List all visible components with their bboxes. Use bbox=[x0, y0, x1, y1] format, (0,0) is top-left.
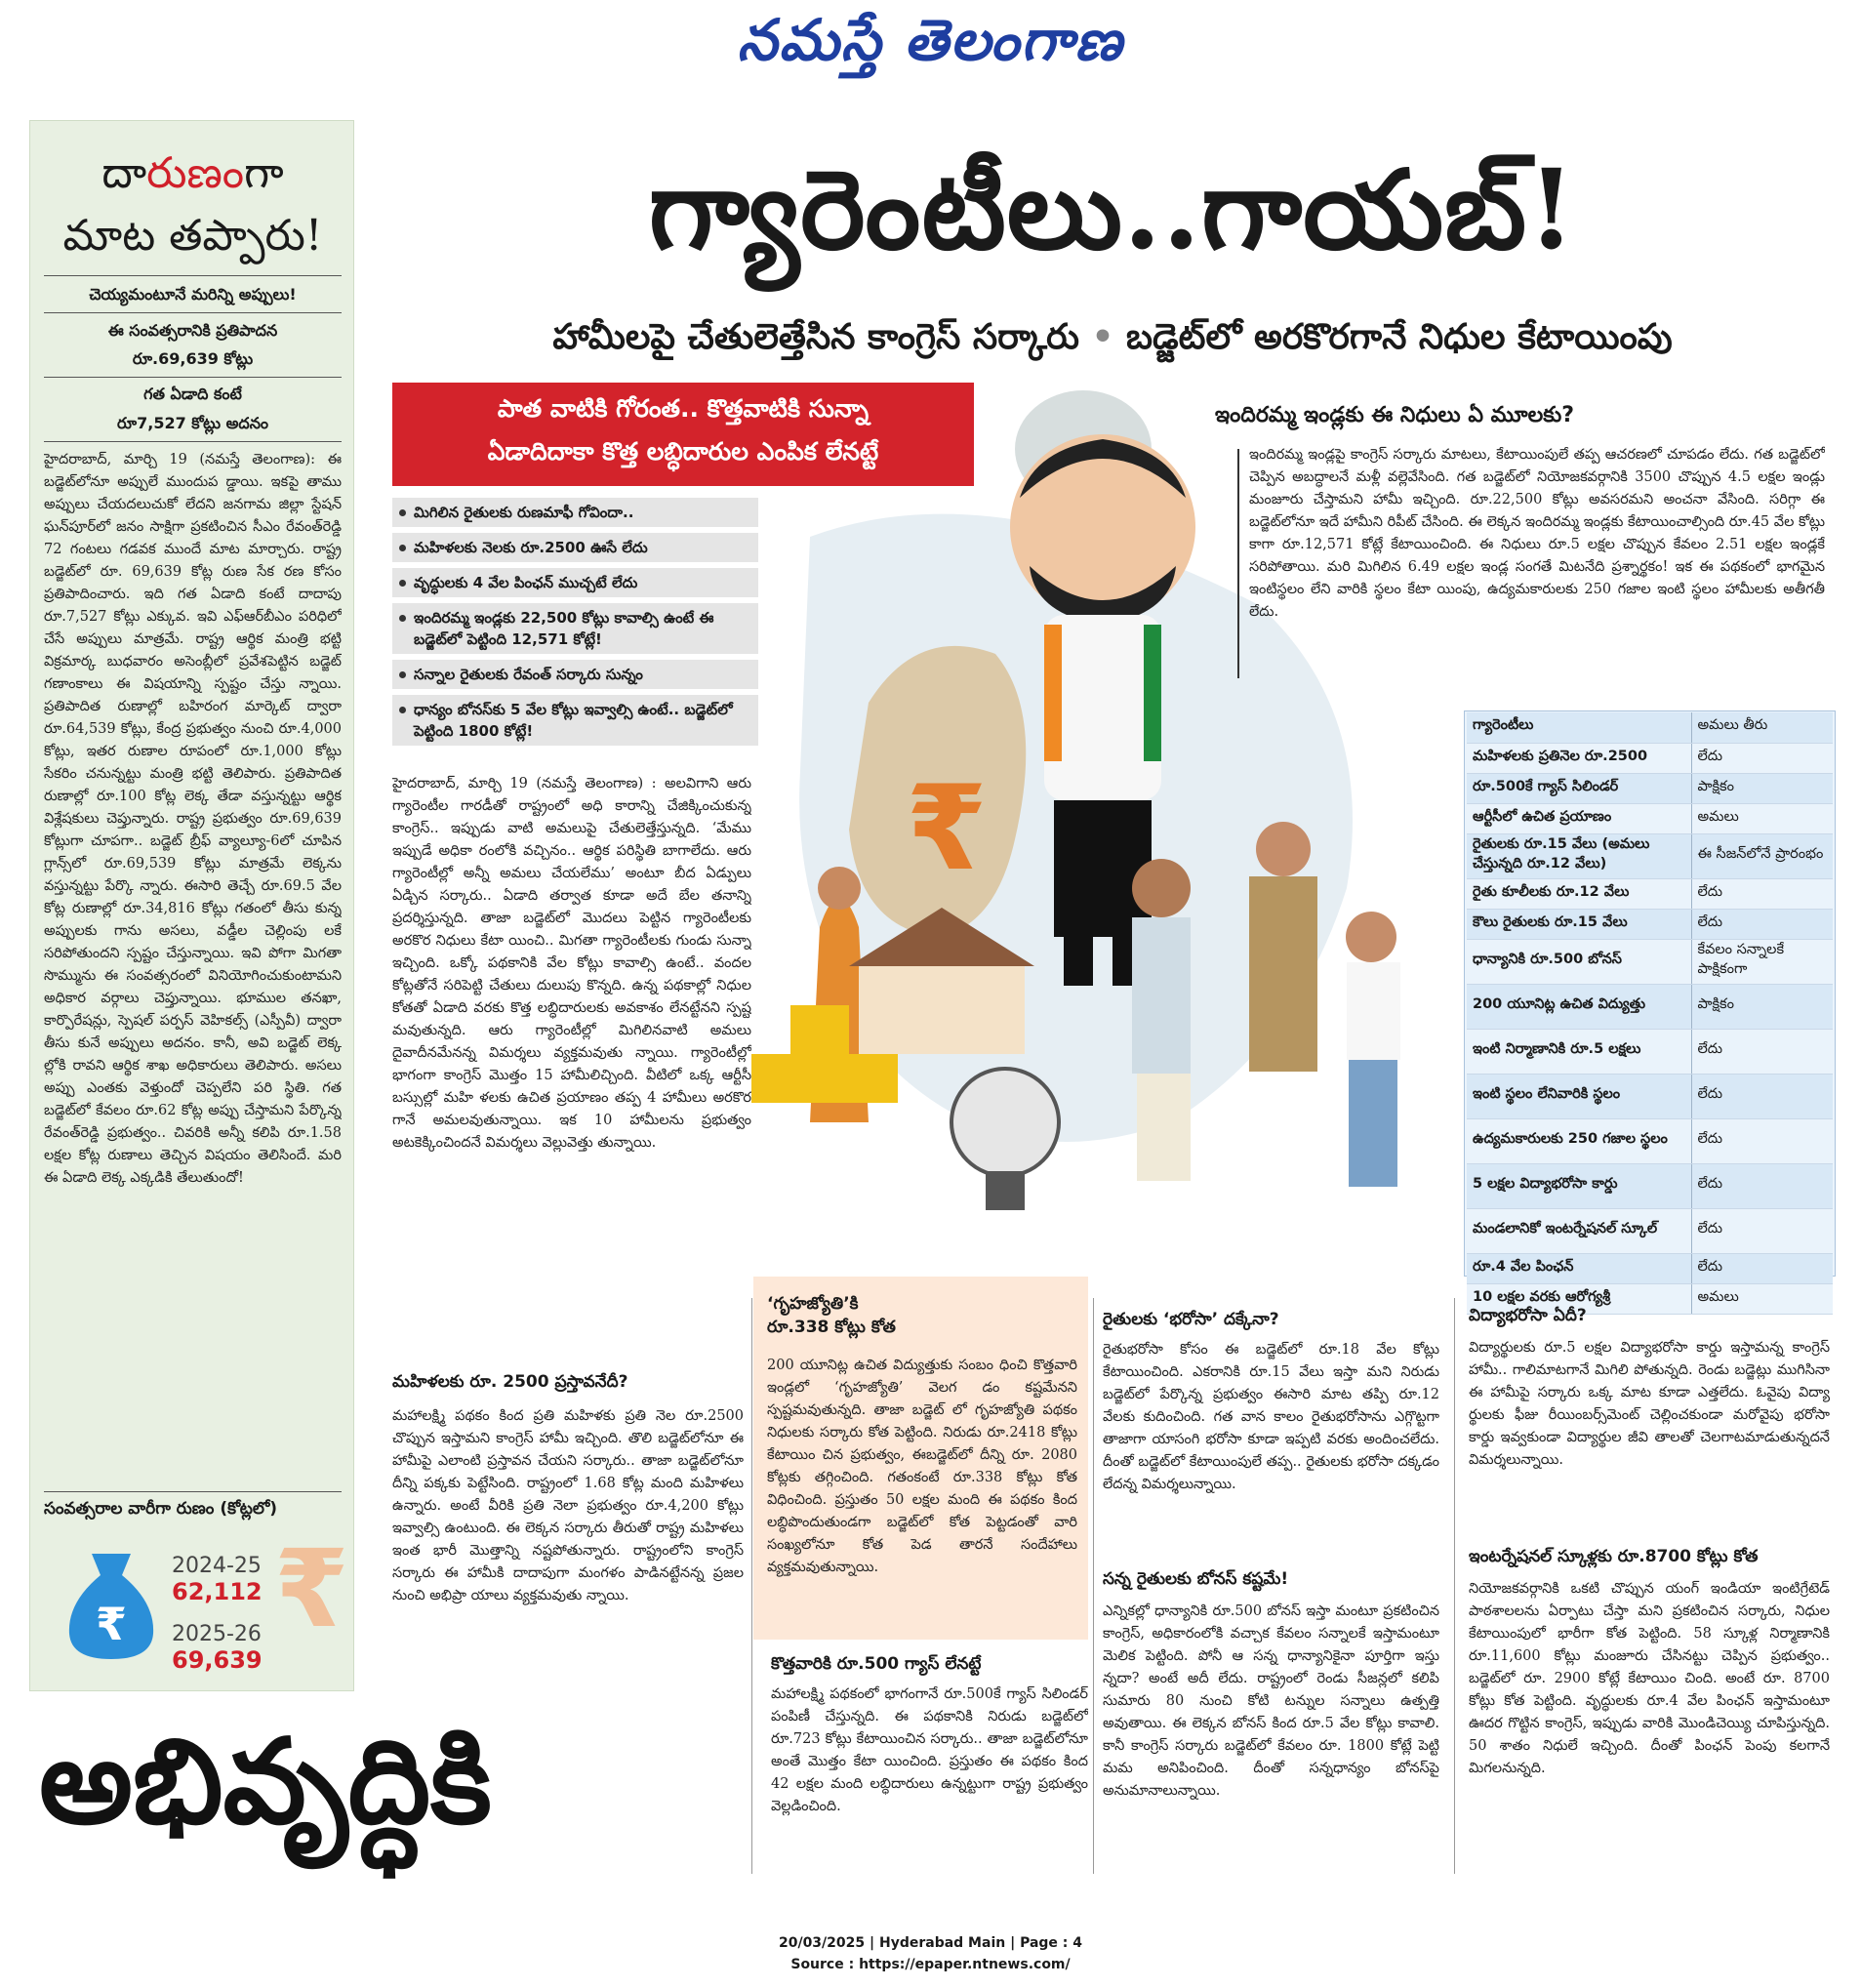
footer-source-link[interactable]: Source : https://epaper.ntnews.com/ bbox=[790, 1957, 1071, 1972]
table-cell-guarantee: 5 లక్షల విద్యాభరోసా కార్డు bbox=[1467, 1163, 1691, 1208]
table-cell-status: లేదు bbox=[1691, 878, 1833, 909]
table-row bbox=[1467, 803, 1833, 833]
table-row bbox=[1467, 1074, 1833, 1118]
left-title-part: గా bbox=[244, 148, 284, 198]
column-divider bbox=[1093, 1298, 1094, 1874]
moneybag-icon bbox=[58, 1544, 165, 1663]
table-cell-status: పాక్షికం bbox=[1691, 773, 1833, 803]
table-cell-status: లేదు bbox=[1691, 1118, 1833, 1163]
gas-heading: కొత్తవారికి రూ.500 గ్యాస్ లేనట్టే bbox=[771, 1654, 982, 1674]
table-cell-status: లేదు bbox=[1691, 1208, 1833, 1253]
main-article-body: హైదరాబాద్, మార్చి 19 (నమస్తే తెలంగాణ) : అలవిగాని ఆరు గ్యారెంటీల గారడీతో రాష్ట్రంలో అధి కారాన్ని చేజిక్కించుకున్న కాంగ్రెస్.. ఇప్పుడు వాటి అమలుపై చేతులెత్తేస్తున్నది. ‘మేము ఇప్పుడే అధికా రంలోకి వచ్చినం.. ఆర్థిక పరిస్థితి బాగాలేదు. ఆరు గ్యారెంటీల్లో అన్నీ అమలు చేయలేము’ అంటూ బీద ఏడ్పులు ఏడ్చిన సర్కారు.. ఏడాది తర్వాత కూడా అదే బేల తనాన్ని ప్రదర్శిస్తున్నది. తాజా బడ్జెట్‌లో మొదలు పెట్టిన గ్యారెంటీలకు అరకొర నిధులు కేటా యించి.. మిగతా గ్యారెంటీలకు గుండు సున్నా ఇచ్చింది. ఒక్కో పథకానికి వేల కోట్లు కావాల్సి ఉంటే.. వందల కోట్లతోనే సరిపెట్టి చేతులు దులుపు కొన్నది. ఉన్న పథకాల్లో నిధుల కోతతో ఏడాది వరకు కొత్త లబ్ధిదారులకు అవకాశం లేనట్టేనని స్పష్ట మవుతున్నది. ఆరు గ్యారెంటీల్లో మిగిలినవాటి అమలు దైవాదీనమేనన్న విమర్శలు వ్యక్తమవుతు న్నాయి. గ్యారెంటీల్లో భాగంగా కాంగ్రెస్ మొత్తం 15 హామీలిచ్చింది. వీటిలో ఒక్క ఆర్టీసీ బస్సుల్లో మహి ళలకు ఉచిత ప్రయాణం తప్ప 4 హామీలు అరకొర గానే అమలవుతున్నాయి. ఇక 10 హామీలను ప్రభుత్వం అటకెక్కించిందనే విమర్శలు వెల్లువెత్తు తున్నాయి. bbox=[392, 776, 751, 1151]
headline: గ్యారెంటీలు..గాయబ్! bbox=[648, 146, 1577, 274]
table-cell-status: అమలు తీరు bbox=[1691, 712, 1833, 743]
chart-row-2025 bbox=[172, 1622, 263, 1674]
masthead bbox=[0, 8, 1861, 86]
left-title-line2: మాట తప్పారు! bbox=[62, 211, 323, 261]
divider bbox=[44, 1491, 342, 1492]
school-heading: ఇంటర్నేషనల్ స్కూళ్లకు రూ.8700 కోట్లు కోత bbox=[1469, 1547, 1759, 1566]
table-cell-guarantee: కౌలు రైతులకు రూ.15 వేలు bbox=[1467, 909, 1691, 939]
bottom-banner: అభివృద్ధికి bbox=[39, 1713, 492, 1850]
gruha-heading-1: ‘గృహజ్యోతి’కి bbox=[767, 1294, 859, 1314]
table-cell-status: లేదు bbox=[1691, 909, 1833, 939]
table-header-row bbox=[1467, 712, 1833, 743]
bullet-list bbox=[392, 498, 758, 751]
chart-value-label: 69,639 bbox=[172, 1646, 263, 1674]
table-cell-status: లేదు bbox=[1691, 1163, 1833, 1208]
table-cell-guarantee: ఇంటి నిర్మాణానికి రూ.5 లక్షలు bbox=[1467, 1029, 1691, 1074]
table-cell-guarantee: రూ.4 వేల పింఛన్ bbox=[1467, 1253, 1691, 1283]
chart-value-label: 62,112 bbox=[172, 1578, 263, 1605]
table-row bbox=[1467, 878, 1833, 909]
bharosa-heading: రైతులకు ‘భరోసా’ దక్కేనా? bbox=[1103, 1310, 1279, 1329]
subheadline bbox=[410, 317, 1815, 366]
table-row bbox=[1467, 833, 1833, 878]
table-cell-status: పాక్షికం bbox=[1691, 984, 1833, 1029]
guarantee-table bbox=[1467, 712, 1833, 1315]
subhead-part-a: హామీలపై చేతులెత్తేసిన కాంగ్రెస్ సర్కారు bbox=[552, 317, 1079, 357]
divider bbox=[44, 441, 342, 442]
divider bbox=[44, 275, 342, 276]
chart-year-label: 2025-26 bbox=[172, 1622, 262, 1646]
chart-year-label: 2024-25 bbox=[172, 1554, 262, 1578]
left-sub-5: రూ7,527 కోట్లు అదనం bbox=[116, 414, 269, 432]
chart-row-2024 bbox=[172, 1554, 263, 1605]
bullet-item: మహిళలకు నెలకు రూ.2500 ఊసే లేదు bbox=[392, 533, 758, 562]
subhead-separator: • bbox=[1091, 317, 1114, 357]
left-title-part: దా bbox=[101, 148, 147, 198]
bonus-heading: సన్న రైతులకు బోనస్ కష్టమే! bbox=[1103, 1569, 1289, 1589]
chart-title: సంవత్సరాల వారీగా రుణం (కోట్లలో) bbox=[44, 1499, 278, 1519]
left-sub-1: చెయ్యమంటూనే మరిన్ని అప్పులు! bbox=[89, 285, 297, 304]
indiramma-heading: ఇందిరమ్మ ఇండ్లకు ఈ నిధులు ఏ మూలకు? bbox=[1215, 403, 1575, 427]
table-row bbox=[1467, 773, 1833, 803]
gruha-heading-2: రూ.338 కోట్లు కోత bbox=[767, 1318, 896, 1337]
table-cell-status: లేదు bbox=[1691, 743, 1833, 773]
table-cell-status: అమలు bbox=[1691, 803, 1833, 833]
column-divider bbox=[1454, 1298, 1455, 1874]
table-cell-guarantee: ఇంటి స్థలం లేనివారికి స్థలం bbox=[1467, 1074, 1691, 1118]
bonus-body: ఎన్నికల్లో ధాన్యానికి రూ.500 బోనస్ ఇస్తా మంటూ ప్రకటించిన కాంగ్రెస్, అధికారంలోకి వచ్చాక కేవలం సన్నాలకే ఇస్తామంటూ మెలిక పెట్టింది. పోనీ ఆ సన్న ధాన్యానికైనా పూర్తిగా ఇస్తు న్నదా? అంటే అదీ లేదు. రాష్ట్రంలో రెండు సీజన్లలో కలిపి సుమారు 80 నుంచి కోటి టన్నుల సన్నాలు ఉత్పత్తి అవుతాయి. ఈ లెక్కన బోనస్ కింద రూ.5 వేల కోట్లు కావాలి. కానీ కాంగ్రెస్ సర్కారు బడ్జెట్‌లో కేవలం రూ. 1800 కోట్లే పెట్టి మమ అనిపించింది. దీంతో సన్నధాన్యం బోనస్‌పై అనుమానాలున్నాయి. bbox=[1103, 1603, 1439, 1799]
women-heading: మహిళలకు రూ. 2500 ప్రస్తావనేదీ? bbox=[392, 1372, 628, 1392]
table-cell-guarantee: 200 యూనిట్ల ఉచిత విద్యుత్తు bbox=[1467, 984, 1691, 1029]
footer-date: 20/03/2025 | Hyderabad Main | Page : 4 bbox=[778, 1935, 1083, 1951]
left-sidebar-box bbox=[29, 120, 354, 1691]
vidya-heading: విద్యాభరోసా ఏదీ? bbox=[1469, 1306, 1587, 1325]
table-cell-status: లేదు bbox=[1691, 1074, 1833, 1118]
left-sub-4: గత ఏడాది కంటే bbox=[143, 385, 242, 403]
table-cell-status: ఈ సీజన్‌లోనే ప్రారంభం bbox=[1691, 833, 1833, 878]
table-row bbox=[1467, 743, 1833, 773]
vertical-rule bbox=[1237, 449, 1239, 678]
svg-text:₹: ₹ bbox=[95, 1598, 128, 1650]
table-row bbox=[1467, 1029, 1833, 1074]
subhead-part-b: బడ్జెట్‌లో అరకొరగానే నిధుల కేటాయింపు bbox=[1126, 317, 1673, 357]
table-cell-guarantee: మహిళలకు ప్రతినెల రూ.2500 bbox=[1467, 743, 1691, 773]
gas-body: మహాలక్ష్మి పథకంలో భాగంగానే రూ.500కే గ్యాస్ సిలిండర్ పంపిణీ చేస్తున్నది. ఈ పథకానికి నిరుడు బడ్జెట్‌లో రూ.723 కోట్లు కేటాయించిన సర్కారు.. తాజా బడ్జెట్‌లోనూ అంతే మొత్తం కేటా యించింది. ప్రస్తుతం ఈ పథకం కింద 42 లక్షల మంది లబ్ధిదారులు ఉన్నట్టుగా రాష్ట్ర ప్రభుత్వం వెల్లడించింది. bbox=[771, 1686, 1088, 1814]
svg-text:₹: ₹ bbox=[906, 761, 988, 897]
table-cell-status: కేవలం సన్నాలకే పాక్షికంగా bbox=[1691, 939, 1833, 984]
gruha-jyothi-box bbox=[753, 1277, 1088, 1640]
table-cell-guarantee: గ్యారెంటీలు bbox=[1467, 712, 1691, 743]
table-cell-guarantee: ఉద్యమకారులకు 250 గజాల స్థలం bbox=[1467, 1118, 1691, 1163]
column-divider bbox=[751, 1298, 752, 1874]
bullet-item: సన్నాల రైతులకు రేవంత్ సర్కారు సున్నం bbox=[392, 660, 758, 689]
table-cell-guarantee: రైతులకు రూ.15 వేలు (అమలు చేస్తున్నది రూ.12 వేలు) bbox=[1467, 833, 1691, 878]
table-row bbox=[1467, 1253, 1833, 1283]
table-row bbox=[1467, 1163, 1833, 1208]
table-cell-status: లేదు bbox=[1691, 1253, 1833, 1283]
bullet-item: మిగిలిన రైతులకు రుణమాఫీ గోవిందా.. bbox=[392, 498, 758, 527]
table-cell-guarantee: 10 లక్షల వరకు ఆరోగ్యశ్రీ bbox=[1467, 1283, 1691, 1314]
table-row bbox=[1467, 909, 1833, 939]
bullet-item: ధాన్యం బోనస్‌కు 5 వేల కోట్లు ఇవ్వాల్సి ఉంటే.. బడ్జెట్‌లో పెట్టింది 1800 కోట్లే! bbox=[392, 695, 758, 746]
redbox-line1: పాత వాటికి గోరంత.. కొత్తవాటికి సున్నా bbox=[497, 394, 870, 423]
indiramma-body: ఇందిరమ్మ ఇండ్లపై కాంగ్రెస్ సర్కారు మాటలు, కేటాయింపులే తప్ప ఆచరణలో చూపడం లేదు. గత బడ్జెట్‌లో చెప్పిన అబద్ధాలనే మళ్లీ వల్లెవేసింది. గత బడ్జెట్‌లో నియోజకవర్గానికి 3500 చొప్పున 4.5 లక్షల ఇండ్లు మంజూరు చేస్తామని హామీ ఇచ్చింది. రూ.22,500 కోట్లు అవసరమని అంచనా వేసింది. సరిగ్గా ఈ బడ్జెట్‌లోనూ ఇదే హామీని రిపీట్ చేసింది. ఈ లెక్కన ఇందిరమ్మ ఇండ్లకు కేటాయించాల్సింది రూ.45 వేల కోట్లు కాగా రూ.12,571 కోట్లే కేటాయించింది. ఈ నిధులు రూ.5 లక్షల చొప్పున కేవలం 2.51 లక్షల ఇండ్లకే సరిపోతాయి. మరి మిగిలిన 6.49 లక్షల ఇండ్ల సంగతే మిటనేది ప్రశ్నార్థకం! ఇక ఈ పథకంలో భాగమైన ఇంటిస్థలం లేని వారికి స్థలం కేటా యింపు, ఉద్యమకారులకు 250 గజాల ఇంటి స్థలం హామీలకు అతీగతీ లేదు. bbox=[1249, 447, 1825, 620]
left-sub-3: రూ.69,639 కోట్లు bbox=[132, 349, 254, 368]
masthead-title: నమస్తే తెలంగాణ bbox=[737, 6, 1124, 73]
gruha-body: 200 యూనిట్ల ఉచిత విద్యుత్తుకు సంబం ధించి కొత్తవారి ఇండ్లలో ‘గృహజ్యోతి’ వెలగ డం కష్టమేనని స్పష్టమవుతున్నది. తాజా బడ్జెట్ లో గృహజ్యోతి పథకం నిధులకు సర్కారు కోత పెట్టింది. నిరుడు రూ.2418 కోట్లు కేటాయిం చిన ప్రభుత్వం, ఈబడ్జెట్‌లో దీన్ని రూ. 2080 కోట్లకు తగ్గించింది. గతంకంటే రూ.338 కోట్లు కోత విధించింది. ప్రస్తుతం 50 లక్షల మంది ఈ పథకం కింద లబ్ధిపొందుతుండగా బడ్జెట్‌లో కోత పెట్టడంతో వారి సంఖ్యలోనూ కోత పెడ తారనే సందేహాలు వ్యక్తమవుతున్నాయి. bbox=[767, 1358, 1077, 1575]
divider bbox=[44, 312, 342, 313]
school-body: నియోజకవర్గానికి ఒకటి చొప్పున యంగ్ ఇండియా ఇంటిగ్రేటెడ్ పాఠశాలలను ఏర్పాటు చేస్తా మని ప్రకటించిన సర్కారు, నిధుల కేటాయింపులో భారీగా కోత పెట్టింది. 58 స్కూళ్ల నిర్మాణానికి రూ.11,600 కోట్లు మంజూరు చేసినట్టు చెప్పిన ప్రభుత్వం.. బడ్జెట్‌లో రూ. 2900 కోట్లే కేటాయిం చింది. అంటే రూ. 8700 కోట్లు కోత పెట్టింది. వృద్ధులకు రూ.4 వేల పింఛన్ ఇస్తామంటూ ఊదర గొట్టిన కాంగ్రెస్, ఇప్పుడు వారికి మొండిచెయ్యి చూపిస్తున్నది. 50 శాతం నిధులే ఇచ్చింది. దీంతో పింఛన్ పెంపు కలగానే మిగలనున్నది. bbox=[1469, 1581, 1830, 1776]
indiramma-heading-wrap bbox=[1215, 403, 1574, 432]
bharosa-body: రైతుభరోసా కోసం ఈ బడ్జెట్‌లో రూ.18 వేల కోట్లు కేటాయించింది. ఎకరానికి రూ.15 వేలు ఇస్తా మని నిరుడు బడ్జెట్‌లో పేర్కొన్న ప్రభుత్వం ఈసారి మాట తప్పి రూ.12 వేలకు కుదించింది. గత వాన కాలం రైతుభరోసాను ఎగ్గొట్టగా తాజాగా యాసంగి భరోసా కూడా ఇప్పటి వరకు అందించలేదు. దీంతో బడ్జెట్‌లో కేటాయింపులే తప్ప.. రైతులకు భరోసా దక్కడం లేదన్న విమర్శలున్నాయి. bbox=[1103, 1342, 1439, 1492]
table-cell-status: అమలు bbox=[1691, 1283, 1833, 1314]
rupee-decoration-icon: ₹ bbox=[274, 1526, 349, 1651]
table-row bbox=[1467, 984, 1833, 1029]
table-cell-guarantee: రూ.500కే గ్యాస్ సిలిండర్ bbox=[1467, 773, 1691, 803]
table-cell-guarantee: ఆర్టీసీలో ఉచిత ప్రయాణం bbox=[1467, 803, 1691, 833]
left-title-part-red: రుణం bbox=[146, 148, 245, 198]
table-row bbox=[1467, 939, 1833, 984]
women-body: మహాలక్ష్మి పథకం కింద ప్రతి మహిళకు ప్రతి నెల రూ.2500 చొప్పున ఇస్తామని కాంగ్రెస్ హామీ ఇచ్చింది. తొలి బడ్జెట్‌లోనూ ఈ హామీపై ఎలాంటి ప్రస్తావన చేయని సర్కారు.. తాజా బడ్జెట్‌లోనూ దీన్ని పక్కకు పెట్టేసింది. రాష్ట్రంలో 1.68 కోట్ల మంది మహిళలు ఉన్నారు. అంటే వీరికి ప్రతి నెలా ప్రభుత్వం రూ.4,200 కోట్లు ఇవ్వాల్సి ఉంటుంది. ఈ లెక్కన సర్కారు తీరుతో రాష్ట్ర మహిళలు ఇంత భారీ మొత్తాన్ని నష్టపోతున్నారు. రాష్ట్రంలోని కాంగ్రెస్ సర్కారు ఈ హామీకి దాదాపుగా మంగళం పాడినట్టేనన్న ప్రజల నుంచి అభిప్రా యాలు వ్యక్తమవుతు న్నాయి. bbox=[392, 1408, 744, 1603]
left-article-body: హైదరాబాద్, మార్చి 19 (నమస్తే తెలంగాణ): ఈ బడ్జెట్‌లోనూ అప్పులే ముందుప డ్డాయి. ఇకపై తాము అప్పులు చేయదలుచుకో లేదని జనగామ జిల్లా స్టేషన్ ఘన్‌పూర్‌లో జనం సాక్షిగా ప్రకటించిన సీఎం రేవంత్‌రెడ్డి 72 గంటలు గడవక ముందే మాట మార్చారు. రాష్ట్ర బడ్జెట్‌లో రూ. 69,639 కోట్ల రుణ సేక రణ కోసం ప్రతిపాదించారు. ఇది గత ఏడాది కంటే దాదాపు రూ.7,527 కోట్లు ఎక్కువ. ఇవి ఎఫ్‌ఆర్‌బీఎం పరిధిలో చేసే అప్పులు మాత్రమే. రాష్ట్ర ఆర్థిక మంత్రి భట్టి విక్రమార్క బుధవారం అసెంబ్లీలో ప్రవేశపెట్టిన బడ్జెట్ గణాంకాలు ఈ విషయాన్ని స్పష్టం చేస్తు న్నాయి. ప్రతిపాదిత రుణాల్లో బహిరంగ మార్కెట్ ద్వారా రూ.64,539 కోట్లు, కేంద్ర ప్రభుత్వం నుంచి రూ.4,000 కోట్లు, ఇతర రుణాల రూపంలో రూ.1,000 కోట్లు సేకరిం చనున్నట్టు మంత్రి భట్టి తెలిపారు. ప్రతిపాదిత రుణాల్లో రూ.100 కోట్ల లెక్క తేడా వస్తున్నట్టు ఆర్థిక విశ్లేషకులు చెప్తున్నారు. రాష్ట్ర ప్రభుత్వం రూ.69,639 కోట్లుగా చూపగా.. బడ్జెట్ బ్రీఫ్ వ్యాల్యూ-6లో చూపిన గ్లాన్స్‌లో రూ.69,539 కోట్లు మాత్రమే లెక్కను వస్తున్నట్టు పేర్కొ న్నారు. ఈసారి తెచ్చే రూ.69.5 వేల కోట్ల రుణాల్లో రూ.34,816 కోట్లు గతంలో తీసు కున్న అప్పులకు గాను అసలు, వడ్డీల చెల్లింపు లకే సరిపోతుందని స్పష్టం చేస్తున్నాయి. ఇవి పోగా మిగతా సొమ్మును ఈ సంవత్సరంలో వినియోగించుకుంటామని అధికార వర్గాలు చెప్తున్నాయి. భూముల తనఖా, కార్పొరేషన్లు, స్పెషల్ పర్పస్ వెహికల్స్ (ఎస్పీవీ) ద్వారా తీసు కునే అప్పులు అదనం. కానీ, అవి బడ్జెట్ లెక్క ల్లోకి రావని ఆర్థిక శాఖ అధికారులు తెలిపారు. అసలు అప్పు ఎంతకు వెళ్తుందో చెప్పలేని పరి స్థితి. గత బడ్జెట్‌లో కేవలం రూ.62 కోట్ల అప్పు చేస్తామని పేర్కొన్న రేవంత్‌రెడ్డి ప్రభుత్వం.. చివరికి అన్నీ కలిపి రూ.1.58 లక్షల కోట్ల రుణాలు తెచ్చిన విషయం తెలిసిందే. మరి ఈ ఏడాది లెక్క ఎక్కడికి తేలుతుందో! bbox=[44, 452, 342, 1186]
table-cell-guarantee: ధాన్యానికి రూ.500 బోనస్ bbox=[1467, 939, 1691, 984]
table-cell-guarantee: రైతు కూలీలకు రూ.12 వేలు bbox=[1467, 878, 1691, 909]
left-title-line1 bbox=[30, 148, 355, 209]
table-row bbox=[1467, 1118, 1833, 1163]
table-cell-status: లేదు bbox=[1691, 1029, 1833, 1074]
divider bbox=[44, 377, 342, 378]
table-cell-guarantee: మండలానికో ఇంటర్నేషనల్ స్కూల్ bbox=[1467, 1208, 1691, 1253]
left-sub-2: ఈ సంవత్సరానికి ప్రతిపాదన bbox=[107, 321, 278, 340]
bullet-item: ఇందిరమ్మ ఇండ్లకు 22,500 కోట్లు కావాల్సి ఉంటే ఈ బడ్జెట్‌లో పెట్టింది 12,571 కోట్లే! bbox=[392, 603, 758, 654]
redbox-line2: ఏడాదిదాకా కొత్త లబ్ధిదారుల ఎంపిక లేనట్టే bbox=[487, 437, 879, 466]
vidya-body: విద్యార్థులకు రూ.5 లక్షల విద్యాభరోసా కార్డు ఇస్తామన్న కాంగ్రెస్ హామీ.. గాలిమాటగానే మిగిలి పోతున్నది. రెండు బడ్జెట్లు ముగిసినా ఈ హామీపై సర్కారు ఒక్క మాట కూడా ఎత్తలేదు. ఓవైపు విద్యా ర్థులకు ఫీజు రీయింబర్స్‌మెంట్ చెల్లించకుండా మరోవైపు భరోసా కార్డు ఇవ్వకుండా విద్యార్థుల జీవి తాలతో చెలగాటమాడుతున్నదనే విమర్శలున్నాయి. bbox=[1469, 1340, 1830, 1468]
bullet-item: వృద్ధులకు 4 వేల పింఛన్ ముచ్చటే లేదు bbox=[392, 568, 758, 597]
table-row bbox=[1467, 1208, 1833, 1253]
